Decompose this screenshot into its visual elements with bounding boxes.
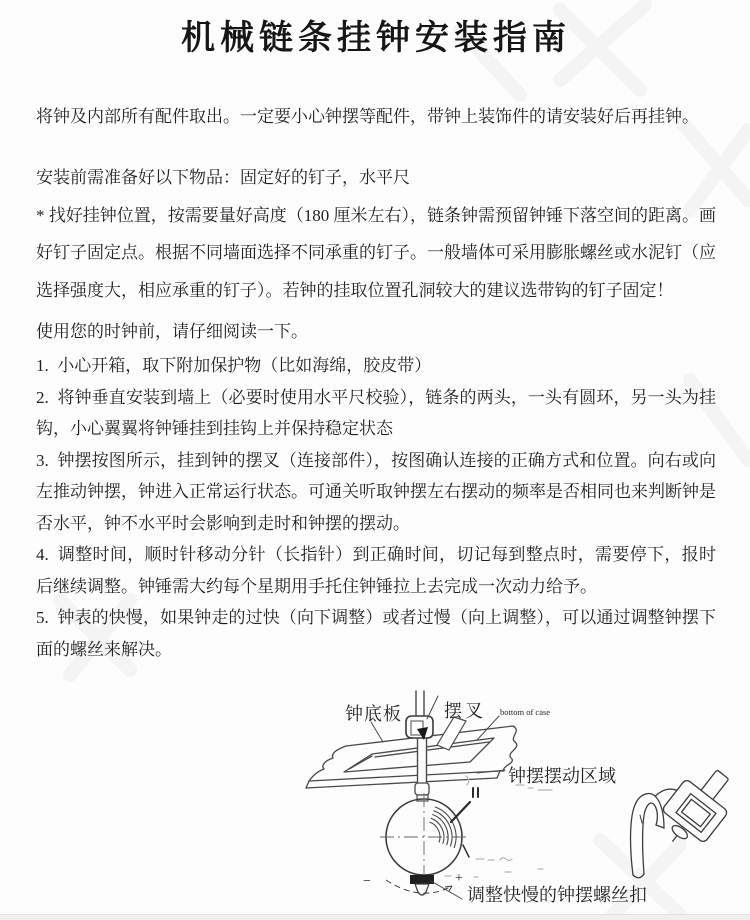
intro-paragraph: 将钟及内部所有配件取出。一定要小心钟摆等配件，带钟上装饰件的请安装好后再挂钟。 xyxy=(36,107,699,126)
preparation-items-line: 安装前需准备好以下物品：固定好的钉子，水平尺 xyxy=(36,168,410,187)
step-2: 2. 将钟垂直安装到墙上（必要时使用水平尺校验），链条的两头，一头有圆环，另一头为挂钩，小心翼翼将钟锤挂到挂钩上并保持稳定状态 xyxy=(36,387,716,438)
step-3: 3. 钟摆按图所示，挂到钟的摆叉（连接部件），按图确认连接的正确方式和位置。向右或向左推动钟摆，钟进入正常运行状态。可通关听取钟摆左右摆动的频率是否相同也来判断钟是否水平，钟不水平时会影响到走时和钟摆的摆动。 xyxy=(36,450,716,533)
preparation-location-note: * 找好挂钟位置，按需要量好高度（180 厘米左右），链条钟需预留钟锤下落空间的距离。画好钉子固定点。根据不同墙面选择不同承重的钉子。一般墙体可采用膨胀螺丝或水泥钉（应选择强度大，相应承重的钉子）。若钟的挂取位置孔洞较大的建议选带钩的钉子固定！ xyxy=(36,205,716,300)
installation-diagram xyxy=(0,688,750,920)
pendulum-leader-clip xyxy=(650,758,744,857)
fast-sign: + xyxy=(455,871,463,886)
swing-area-label: 钟摆摆动区域 xyxy=(508,766,616,786)
page-title: 机械链条挂钟安装指南 xyxy=(181,20,571,57)
leader-lines xyxy=(371,696,505,899)
pendulum-fork xyxy=(406,716,433,740)
pendulum-bob xyxy=(380,793,468,881)
document-content xyxy=(0,14,750,665)
base-plate-label: 钟底板 xyxy=(345,704,402,724)
step-5: 5. 钟表的快慢，如果钟走的过快（向下调整）或者过慢（向上调整），可以通过调整钟摆下面的螺丝来解决。 xyxy=(36,608,716,659)
bob-shine-arcs xyxy=(430,807,457,848)
pendulum-fork-label: 摆叉 xyxy=(444,701,486,721)
bottom-of-case-label: bottom of case xyxy=(500,707,551,717)
pendulum-rod xyxy=(415,691,429,801)
page-bottom-edge xyxy=(0,914,750,920)
speed-screw-label: 调整快慢的钟摆螺丝扣 xyxy=(467,885,647,905)
slow-sign: − xyxy=(363,874,371,889)
step-1: 1. 小心开箱，取下附加保护物（比如海绵，胶皮带） xyxy=(36,356,432,375)
usage-lead-line: 使用您的时钟前，请仔细阅读一下。 xyxy=(36,322,308,341)
step-4: 4. 调整时间，顺时针移动分针（长指针）到正确时间，切记每到整点时，需要停下，报时后继续调整。钟锤需大约每个星期用手托住钟锤拉上去完成一次动力给予。 xyxy=(36,545,716,596)
